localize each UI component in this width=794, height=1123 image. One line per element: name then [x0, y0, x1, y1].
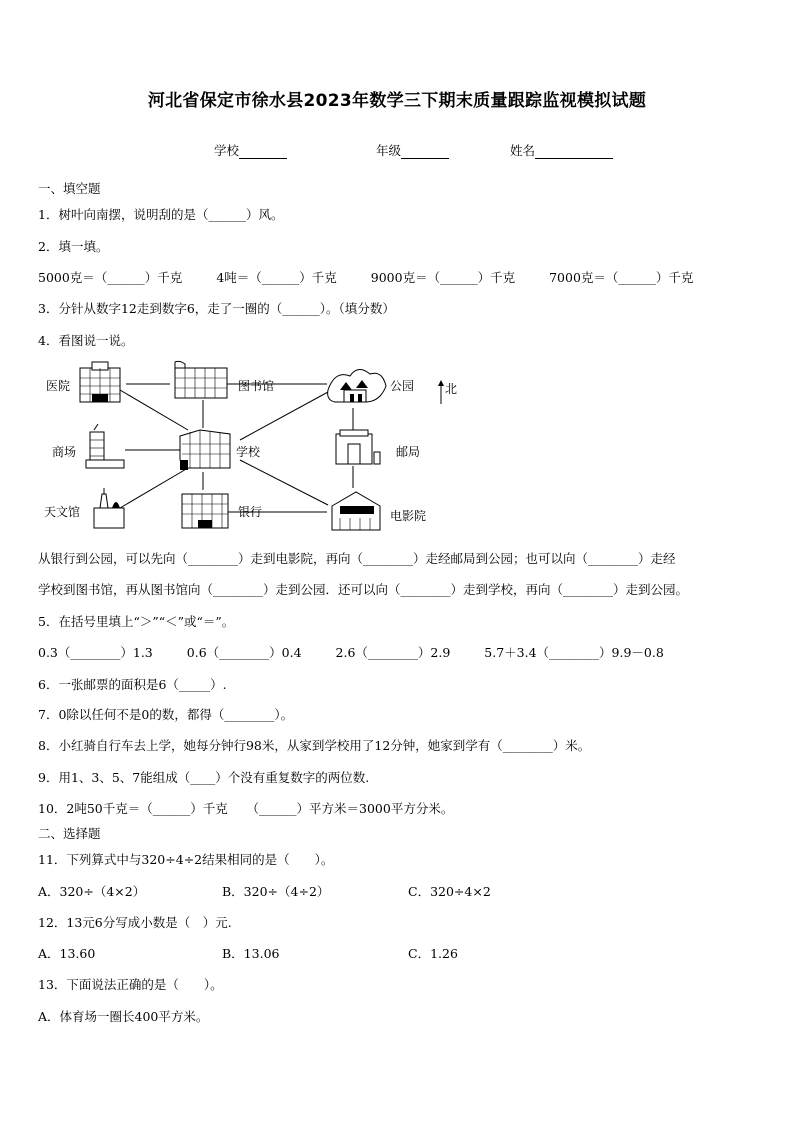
label-library: 图书馆 [238, 379, 275, 393]
question-4-text-line1: 从银行到公园，可以先向（________）走到电影院，再向（________）走经邮局到公园；也可以向（________）走经 [38, 551, 676, 566]
question-3: 3．分针从数字12走到数字6，走了一圈的（______）。（填分数） [38, 301, 395, 316]
library-icon [175, 361, 227, 398]
school-label: 学校 [214, 143, 240, 158]
question-11-option-a[interactable]: A．320÷（4×2） [38, 884, 146, 899]
question-8: 8．小红骑自行车去上学，她每分钟行98米，从家到学校用了12分钟，她家到学有（________）米。 [38, 738, 591, 753]
question-12-option-b[interactable]: B．13.06 [222, 946, 280, 961]
bank-icon [182, 494, 228, 528]
question-5: 5．在括号里填上“＞”“＜”或“＝”。 [38, 614, 235, 629]
name-label: 姓名 [510, 143, 536, 158]
name-blank[interactable] [535, 145, 613, 159]
question-11-option-b[interactable]: B．320÷（4÷2） [222, 884, 330, 899]
question-9: 9．用1、3、5、7能组成（____）个没有重复数字的两位数. [38, 770, 370, 785]
q5-item: 0.6（________）0.4 [186, 645, 302, 660]
park-icon [328, 369, 386, 402]
question-4-text-line2: 学校到图书馆，再从图书馆向（________）走到公园．还可以向（________）走到学校，再向（________）走到公园。 [38, 582, 689, 597]
question-12-option-c[interactable]: C．1.26 [408, 946, 458, 961]
question-11-option-c[interactable]: C．320÷4×2 [408, 884, 491, 899]
question-2: 2．填一填。 [38, 239, 109, 254]
cinema-icon [332, 492, 380, 530]
school-blank[interactable] [239, 145, 287, 159]
label-north: 北 [445, 382, 458, 396]
label-cinema: 电影院 [390, 509, 427, 523]
grade-field [376, 141, 449, 159]
label-observatory: 天文馆 [44, 505, 81, 519]
school-field [214, 141, 287, 159]
grade-blank[interactable] [401, 145, 449, 159]
school-icon [180, 430, 230, 470]
question-10: 10．2吨50千克＝（______）千克 （______）平方米＝3000平方分米。 [38, 801, 454, 816]
q2-item: 9000克＝（______）千克 [370, 270, 516, 285]
label-mall: 商场 [52, 445, 77, 459]
label-bank: 银行 [238, 505, 263, 519]
q5-item: 2.6（________）2.9 [335, 645, 451, 660]
question-6: 6．一张邮票的面积是6（_____）. [38, 677, 227, 692]
question-1: 1．树叶向南摆，说明刮的是（______）风。 [38, 207, 284, 222]
question-7: 7．0除以任何不是0的数，都得（________）。 [38, 707, 294, 722]
q2-item: 5000克＝（______）千克 [38, 270, 183, 285]
q2-item: 4吨＝（______）千克 [216, 270, 337, 285]
section-multiple-choice: 二、选择题 [38, 826, 101, 841]
section-fill-blank: 一、填空题 [38, 181, 101, 196]
question-5-items [38, 645, 664, 661]
label-post-office: 邮局 [396, 445, 421, 459]
name-field [510, 141, 613, 159]
page-title: 河北省保定市徐水县2023年数学三下期末质量跟踪监视模拟试题 [147, 91, 647, 111]
location-map [40, 360, 480, 540]
post-office-icon [336, 430, 380, 464]
question-13-option-a[interactable]: A．体育场一圈长400平方米。 [38, 1009, 209, 1024]
label-park: 公园 [390, 379, 415, 393]
label-school: 学校 [236, 445, 261, 459]
hospital-icon [80, 362, 120, 402]
observatory-icon [94, 488, 124, 528]
q5-item: 0.3（________）1.3 [38, 645, 153, 660]
question-12-option-a[interactable]: A．13.60 [38, 946, 96, 961]
mall-icon [86, 424, 124, 468]
question-12: 12．13元6分写成小数是（ ）元. [38, 915, 232, 930]
q5-item: 5.7＋3.4（________）9.9－0.8 [484, 645, 664, 660]
north-arrow-icon [438, 380, 444, 404]
question-11: 11．下列算式中与320÷4÷2结果相同的是（ ）。 [38, 852, 334, 867]
question-2-items [38, 270, 693, 286]
grade-label: 年级 [376, 143, 402, 158]
question-4: 4．看图说一说。 [38, 333, 134, 348]
label-hospital: 医院 [46, 379, 71, 393]
q2-item: 7000克＝（______）千克 [549, 270, 694, 285]
question-13: 13．下面说法正确的是（ ）。 [38, 977, 223, 992]
